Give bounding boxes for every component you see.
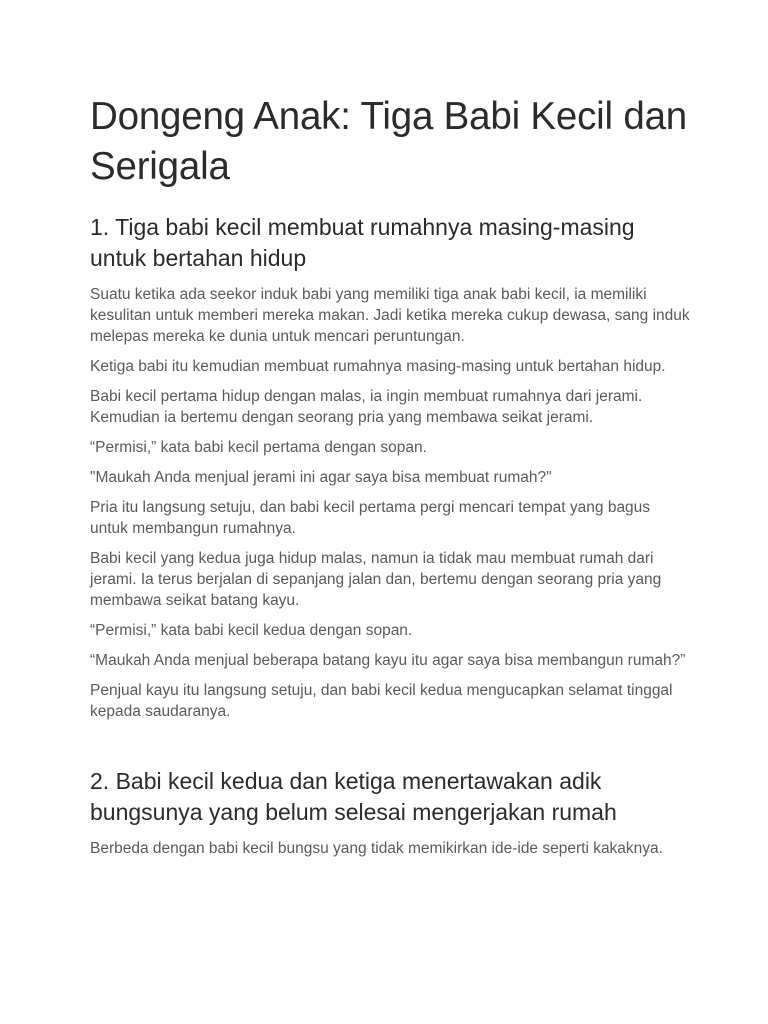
paragraph: Ketiga babi itu kemudian membuat rumahnya masing-masing untuk bertahan hidup. [90, 358, 666, 375]
document-content [90, 92, 690, 859]
section-heading: 1. Tiga babi kecil membuat rumahnya masing-masing untuk bertahan hidup [90, 214, 635, 271]
paragraph: Penjual kayu itu langsung setuju, dan babi kecil kedua mengucapkan selamat tinggal kepada saudaranya. [90, 682, 673, 720]
paragraph: Babi kecil pertama hidup dengan malas, ia ingin membuat rumahnya dari jerami. Kemudian ia bertemu dengan seorang pria yang membawa seikat jerami. [90, 388, 643, 426]
document-title: Dongeng Anak: Tiga Babi Kecil dan Serigala [90, 95, 687, 188]
paragraph: Babi kecil yang kedua juga hidup malas, namun ia tidak mau membuat rumah dari jerami. Ia terus berjalan di sepanjang jalan dan, bertemu dengan seorang pria yang membawa seikat batang kayu. [90, 550, 662, 609]
paragraph: Suatu ketika ada seekor induk babi yang memiliki tiga anak babi kecil, ia memiliki kesulitan untuk memberi mereka makan. Jadi ketika mereka cukup dewasa, sang induk melepas mereka ke dunia untuk mencari peruntungan. [90, 286, 690, 345]
paragraph: “Permisi,” kata babi kecil pertama dengan sopan. [90, 439, 427, 456]
paragraph: Pria itu langsung setuju, dan babi kecil pertama pergi mencari tempat yang bagus untuk membangun rumahnya. [90, 499, 651, 537]
section-1 [90, 212, 690, 722]
paragraph: “Maukah Anda menjual beberapa batang kayu itu agar saya bisa membangun rumah?” [90, 652, 686, 669]
paragraph: "Maukah Anda menjual jerami ini agar saya bisa membuat rumah?" [90, 469, 552, 486]
section-heading: 2. Babi kecil kedua dan ketiga menertawakan adik bungsunya yang belum selesai mengerjakan rumah [90, 768, 617, 825]
section-2 [90, 766, 690, 859]
paragraph: Berbeda dengan babi kecil bungsu yang tidak memikirkan ide-ide seperti kakaknya. [90, 840, 663, 857]
paragraph: “Permisi,” kata babi kecil kedua dengan sopan. [90, 622, 413, 639]
